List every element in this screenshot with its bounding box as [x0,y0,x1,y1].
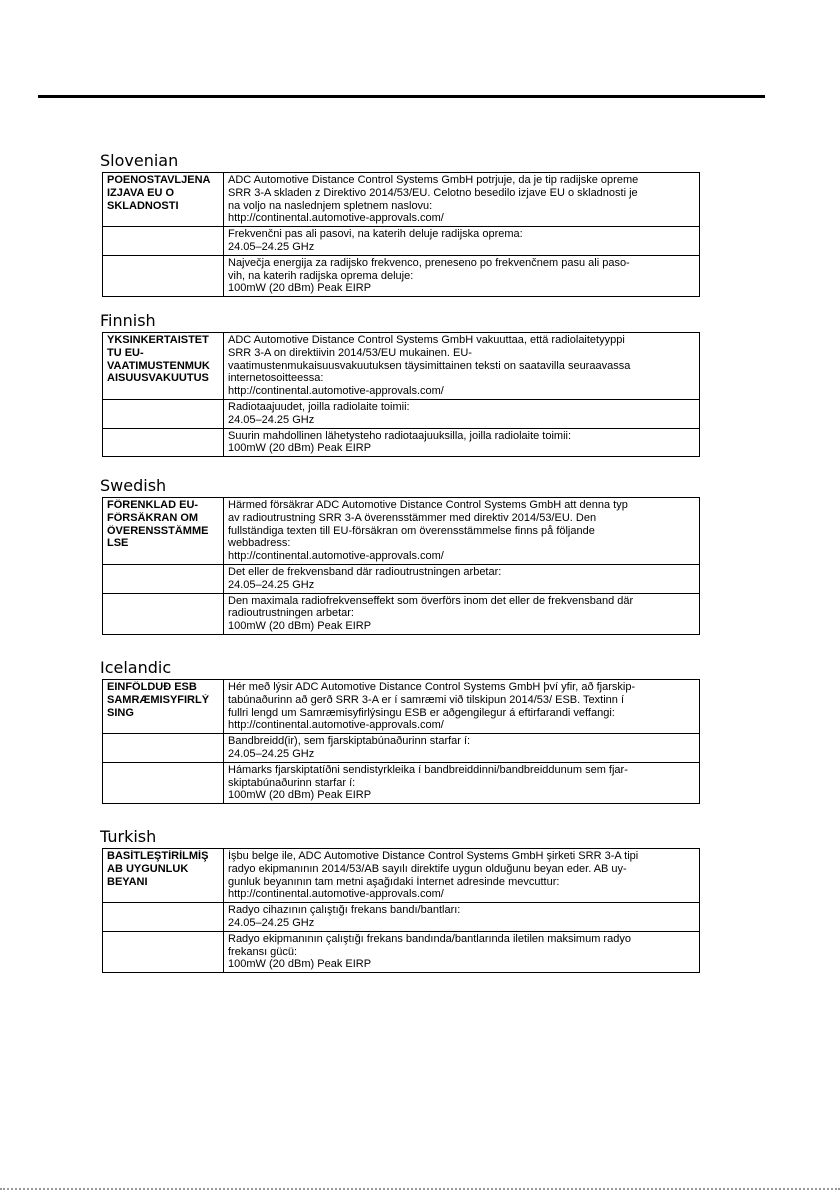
table-row [103,564,700,593]
row-label [103,593,224,634]
text-line: tabúnaðurinn að gerð SRR 3-A er í samræmi við tilskipun 2014/53/ ESB. Textinn í [228,693,625,706]
text-line: Največja energija za radijsko frekvenco, preneseno po frekvenčnem pasu ali paso- [228,256,630,269]
table-row [103,333,700,400]
text-line: SRR 3-A on direktiivin 2014/53/EU mukainen. EU- [228,346,472,359]
row-text [224,680,700,734]
text-line: İşbu belge ile, ADC Automotive Distance Control Systems GmbH şirketi SRR 3-A tipi [228,850,639,862]
section-turkish [100,828,700,973]
text-line: Hámarks fjarskiptatíðni sendistyrkleika í bandbreiddinni/bandbreiddunum sem fjar- [228,763,628,776]
row-label [103,849,224,903]
text-line: 100mW (20 dBm) Peak EIRP [228,282,372,295]
label-line: BASİTLEŞTİRİLMİŞ [107,850,209,862]
label-line: POENOSTAVLJENA [107,174,211,186]
text-line: frekansı gücü: [228,945,298,958]
table-row [103,593,700,634]
text-line: Bandbreidd(ir), sem fjarskiptabúnaðurinn starfar í: [228,735,471,748]
row-label [103,227,224,256]
table-row [103,399,700,428]
row-label [103,762,224,803]
text-line: 100mW (20 dBm) Peak EIRP [228,442,372,455]
row-text [224,734,700,763]
table-row [103,734,700,763]
label-line: SAMRÆMISYFIRLÝ [107,693,210,706]
row-text [224,173,700,227]
row-label [103,399,224,428]
table-row [103,762,700,803]
declaration-table [102,332,700,457]
language-heading: Turkish [100,827,157,846]
table-row [103,498,700,565]
declaration-table [102,497,700,635]
language-heading: Finnish [100,311,156,330]
declaration-table [102,679,700,804]
table-row [103,255,700,296]
text-line: radyo ekipmanının 2014/53/AB sayılı direktife uygun olduğunu beyan eder. AB uy- [228,862,627,875]
label-line: SKLADNOSTI [107,199,179,212]
label-line: AISUUSVAKUUTUS [107,372,209,385]
text-line: av radioutrustning SRR 3-A överensstämmer med direktiv 2014/53/EU. Den [228,511,597,524]
text-line: vaatimustenmukaisuusvakuutuksen täysimittainen teksti on saatavilla seuraavassa [228,359,631,372]
label-line: ÖVERENSSTÄMME [107,524,209,537]
text-line: 24.05–24.25 GHz [228,747,315,760]
table-row [103,173,700,227]
row-label [103,498,224,565]
text-line: http://continental.automotive-approvals.com/ [228,550,444,563]
text-line: http://continental.automotive-approvals.com/ [228,212,444,225]
text-line: 24.05–24.25 GHz [228,413,315,426]
text-line: fullri lengd um Samræmisyfirlýsingu ESB er aðgengilegur á eftirfarandi veffangi: [228,706,615,719]
text-line: Härmed försäkrar ADC Automotive Distance Control Systems GmbH att denna typ [228,499,628,511]
row-text [224,564,700,593]
label-line: IZJAVA EU O [107,186,175,199]
row-label [103,931,224,972]
section-icelandic [100,659,700,804]
text-line: ADC Automotive Distance Control Systems GmbH vakuuttaa, että radiolaitetyyppi [228,334,625,346]
text-line: ADC Automotive Distance Control Systems GmbH potrjuje, da je tip radijske opreme [228,174,639,186]
row-text [224,428,700,457]
text-line: http://continental.automotive-approvals.com/ [228,888,444,901]
label-line: EINFÖLDUÐ ESB [107,681,197,693]
label-line: FÖRSÄKRAN OM [107,511,199,524]
row-text [224,931,700,972]
text-line: Radyo cihazının çalıştığı frekans bandı/bantları: [228,904,461,917]
label-line: TU EU- [107,346,144,359]
label-line: VAATIMUSTENMUK [107,359,210,372]
row-label [103,903,224,932]
section-swedish [100,477,700,635]
text-line: Frekvenčni pas ali pasovi, na katerih deluje radijska oprema: [228,228,523,241]
text-line: Det eller de frekvensband där radioutrustningen arbetar: [228,565,502,578]
row-label [103,255,224,296]
row-label [103,333,224,400]
row-text [224,593,700,634]
label-line: BEYANI [107,875,148,888]
row-text [224,903,700,932]
language-heading: Icelandic [100,658,172,677]
text-line: Suurin mahdollinen lähetysteho radiotaajuuksilla, joilla radiolaite toimii: [228,429,572,442]
row-text [224,255,700,296]
label-line: SING [107,706,134,719]
text-line: http://continental.automotive-approvals.com/ [228,719,444,732]
text-line: skiptabúnaðurinn starfar í: [228,776,356,789]
table-row [103,680,700,734]
text-line: 24.05–24.25 GHz [228,916,315,929]
row-text [224,399,700,428]
text-line: 24.05–24.25 GHz [228,240,315,253]
language-heading: Slovenian [100,151,179,170]
table-row [103,931,700,972]
table-row [103,903,700,932]
text-line: webbadress: [228,537,291,550]
row-text [224,498,700,565]
language-heading: Swedish [100,476,167,495]
label-line: YKSINKERTAISTET [107,334,209,346]
label-line: AB UYGUNLUK [107,862,189,875]
table-row [103,428,700,457]
text-line: http://continental.automotive-approvals.com/ [228,385,444,398]
footer-rule [0,1188,840,1190]
header-rule [38,95,765,98]
text-line: 100mW (20 dBm) Peak EIRP [228,789,372,802]
text-line: 24.05–24.25 GHz [228,578,315,591]
text-line: vih, na katerih radijska oprema deluje: [228,269,414,282]
declaration-table [102,172,700,297]
text-line: 100mW (20 dBm) Peak EIRP [228,620,372,633]
text-line: radioutrustningen arbetar: [228,607,354,620]
table-row [103,227,700,256]
text-line: SRR 3-A skladen z Direktivo 2014/53/EU. Celotno besedilo izjave EU o skladnosti je [228,186,638,199]
row-label [103,173,224,227]
text-line: Den maximala radiofrekvenseffekt som överförs inom det eller de frekvensband där [228,594,634,607]
text-line: fullständiga texten till EU-försäkran om överensstämmelse finns på följande [228,524,595,537]
text-line: Radiotaajuudet, joilla radiolaite toimii: [228,400,410,413]
declaration-table [102,848,700,973]
label-line: LSE [107,537,129,550]
row-text [224,227,700,256]
text-line: na voljo na naslednjem spletnem naslovu: [228,199,433,212]
row-text [224,333,700,400]
text-line: internetosoitteessa: [228,372,324,385]
row-text [224,849,700,903]
section-slovenian [100,152,700,297]
row-label [103,428,224,457]
label-line: FÖRENKLAD EU- [107,499,199,511]
text-line: Radyo ekipmanının çalıştığı frekans bandında/bantlarında iletilen maksimum radyo [228,932,631,945]
row-text [224,762,700,803]
text-line: gunluk beyanının tam metni aşağıdaki İnternet adresinde mevcuttur: [228,875,560,888]
row-label [103,564,224,593]
section-finnish [100,312,700,457]
table-row [103,849,700,903]
row-label [103,680,224,734]
row-label [103,734,224,763]
text-line: Hér með lýsir ADC Automotive Distance Control Systems GmbH því yfir, að fjarskip- [228,681,636,693]
text-line: 100mW (20 dBm) Peak EIRP [228,958,372,971]
